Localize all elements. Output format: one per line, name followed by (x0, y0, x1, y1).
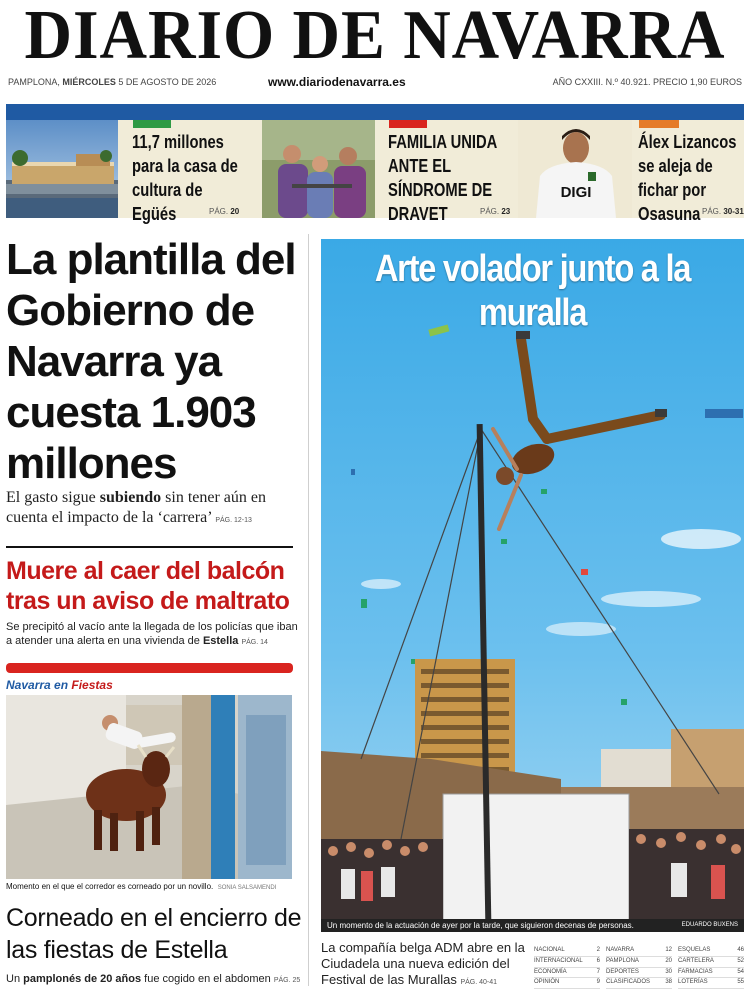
masthead-title: DIARIO DE NAVARRA (24, 0, 726, 74)
issue-info: AÑO CXXIII. N.º 40.921. PRECIO 1,90 EUROS (552, 77, 742, 87)
teaser-headline: 11,7 millones para la casa de cultura de Egüés (132, 132, 238, 224)
index-entry[interactable]: ECONOMÍA 7 (534, 968, 600, 979)
teaser-page: PÁG. 30-31 (702, 207, 744, 216)
index-column (678, 946, 744, 989)
fiestas-bar (6, 663, 293, 673)
teaser-dravet[interactable] (262, 120, 512, 224)
feature-photo-title: Arte volador junto a la muralla (374, 248, 691, 334)
teaser-tag (639, 120, 679, 128)
lead-headline[interactable]: La plantilla del Gobierno de Navarra ya cuesta 1.903 millones (6, 235, 296, 488)
teaser-strip (6, 120, 744, 224)
header-rule (6, 104, 744, 120)
dateline-weekday: MIÉRCOLES (62, 77, 116, 87)
index-entry[interactable]: CARTELERA 52 (678, 957, 744, 968)
teaser-tag (133, 120, 171, 128)
feature-page: PÁG. 40-41 (460, 979, 498, 986)
index-entry[interactable]: OPINIÓN 9 (534, 978, 600, 989)
teaser-headline: FAMILIA UNIDA ANTE EL SÍNDROME DE DRAVET (388, 132, 497, 224)
teaser-photo-building (6, 120, 118, 218)
jersey-text: DIGI (560, 184, 592, 201)
lead-subhead: El gasto sigue subiendo sin tener aún en cuenta el impacto de la ‘carrera’ PÁG. 12-13 (6, 489, 266, 526)
teaser-page: PÁG. 20 (209, 207, 240, 216)
encierro-photo[interactable] (6, 695, 292, 879)
teaser-page: PÁG. 23 (480, 207, 511, 216)
teaser-tag (389, 120, 427, 128)
feature-photo-credit: EDUARDO BUXENS (681, 922, 738, 928)
second-page: PÁG. 14 (241, 639, 268, 646)
fiestas-subhead: Un pamplonés de 20 años fue cogido en el abdomen PÁG. 25 (6, 973, 301, 985)
encierro-caption: Momento en el que el corredor es corneado por un novillo. SONIA SALSAMENDI (6, 882, 277, 891)
index-entry[interactable]: PAMPLONA 20 (606, 957, 672, 968)
index-column (534, 946, 600, 989)
photo-credit: SONIA SALSAMENDI (217, 885, 277, 891)
feature-photo-caption: Un momento de la actuación de ayer por la tarde, que siguieron decenas de personas. EDUARDO BUXENS (321, 919, 744, 932)
index-column (606, 946, 672, 989)
index-entry[interactable]: ESQUELAS 46 (678, 946, 744, 957)
muralla-photo[interactable] (321, 239, 744, 932)
second-headline[interactable]: Muere al caer del balcón tras un aviso de maltrato (6, 557, 290, 615)
section-index (534, 946, 744, 986)
index-entry[interactable]: DEPORTES 30 (606, 968, 672, 979)
dateline (8, 77, 216, 87)
index-entry[interactable]: FARMACIAS 54 (678, 968, 744, 979)
index-entry[interactable]: NACIONAL 2 (534, 946, 600, 957)
teaser-egues[interactable] (6, 120, 256, 224)
feature-subhead[interactable]: La compañía belga ADM abre en la Ciudadela una nueva edición del Festival de las Murallas PÁG. 40-41 (321, 940, 525, 987)
index-entry[interactable]: LOTERÍAS 55 (678, 978, 744, 989)
index-entry[interactable]: NAVARRA 12 (606, 946, 672, 957)
fiestas-headline[interactable]: Corneado en el encierro de las fiestas de Estella (6, 904, 302, 964)
index-entry[interactable]: CLASIFICADOS 38 (606, 978, 672, 989)
teaser-headline: Álex Lizancos se aleja de fichar por Osasuna (638, 132, 737, 224)
second-subhead: Se precipitó al vacío ante la llegada de los policías que iban a atender una alerta en una vivienda de Estella PÁG. 14 (6, 621, 298, 647)
teaser-photo-family (262, 120, 375, 218)
divider (6, 546, 293, 548)
column-divider (308, 234, 309, 986)
index-entry[interactable]: INTERNACIONAL 6 (534, 957, 600, 968)
fiestas-page: PÁG. 25 (273, 977, 301, 984)
teaser-lizancos[interactable] (518, 120, 744, 224)
website-link[interactable]: www.diariodenavarra.es (268, 75, 406, 89)
teaser-photo-player (518, 120, 632, 218)
dateline-city: PAMPLONA, (8, 77, 60, 87)
fiestas-kicker: Navarra en Fiestas (6, 678, 113, 692)
dateline-date: 5 DE AGOSTO DE 2026 (118, 77, 217, 87)
lead-page: PÁG. 12-13 (215, 517, 252, 524)
